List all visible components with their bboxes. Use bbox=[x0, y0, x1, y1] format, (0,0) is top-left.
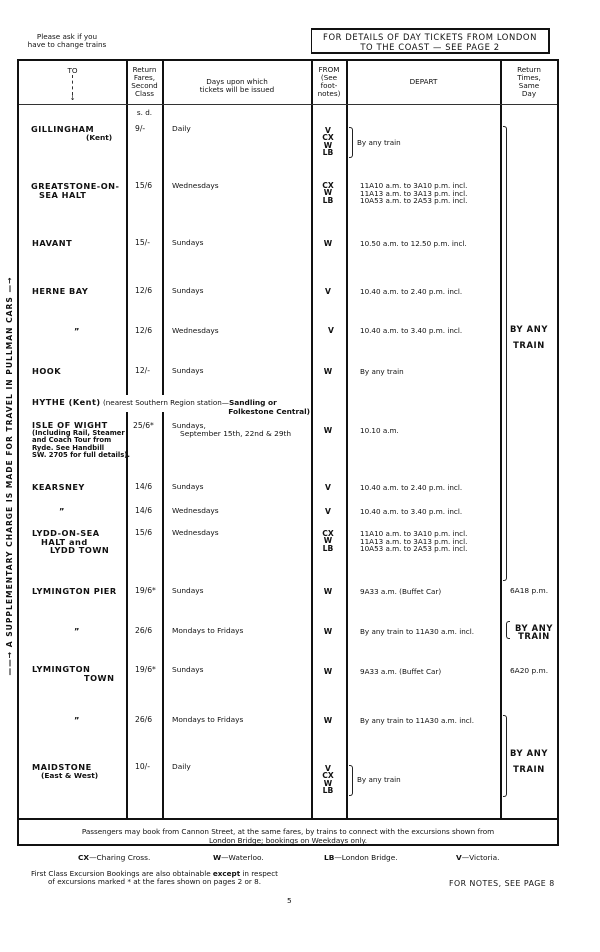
return-by-any-train bbox=[511, 624, 557, 640]
hdr-line: Second bbox=[131, 81, 158, 90]
col-header-days bbox=[163, 78, 311, 94]
days: Mondays to Fridays bbox=[172, 626, 244, 635]
depart-time: 10.10 a.m. bbox=[360, 426, 399, 435]
notes-reference: FOR NOTES, SEE PAGE 8 bbox=[449, 879, 555, 888]
dest-note: (nearest Southern Region station— bbox=[100, 398, 229, 407]
dest-note: Folkestone Central) bbox=[228, 406, 310, 416]
station-code: W bbox=[323, 536, 333, 546]
depart-time: By any train to 11A30 a.m. incl. bbox=[360, 716, 475, 725]
dest-name-line2: HALT and bbox=[41, 536, 88, 547]
first-class-note bbox=[17, 870, 292, 886]
arrow-head: ↓ bbox=[69, 93, 76, 102]
hdr-line: foot- bbox=[320, 81, 338, 90]
hdr-line: Return bbox=[132, 65, 157, 74]
days: Daily bbox=[172, 762, 191, 771]
hdr-line: (See bbox=[320, 73, 338, 82]
fare: 15/6 bbox=[135, 528, 153, 537]
depart-times bbox=[360, 530, 467, 553]
hdr-line: Days upon which bbox=[206, 77, 268, 86]
dest-name-line3: LYDD TOWN bbox=[50, 545, 110, 556]
brace-icon bbox=[349, 127, 353, 158]
ditto-mark: ” bbox=[74, 326, 80, 336]
return-by-any-train bbox=[501, 745, 557, 777]
col-divider bbox=[500, 61, 502, 818]
note-line: Please ask if you bbox=[36, 32, 98, 41]
station-code: W bbox=[323, 239, 333, 248]
station-code: V bbox=[325, 287, 331, 296]
dest-name: GILLINGHAM bbox=[31, 124, 95, 134]
note-line: have to change trains bbox=[27, 40, 107, 49]
station-code: V bbox=[328, 326, 334, 335]
destination-havant: HAVANT bbox=[32, 238, 73, 248]
key-cx bbox=[78, 853, 150, 862]
station-code: LB bbox=[322, 543, 334, 553]
footnote-rule bbox=[19, 818, 557, 820]
key-name: —London Bridge. bbox=[334, 853, 398, 862]
currency-label: s. d. bbox=[136, 108, 153, 117]
hdr-line: Class bbox=[135, 89, 154, 98]
days: Sundays bbox=[172, 482, 204, 491]
return-by-any-train bbox=[501, 321, 557, 353]
depart-time: 10.40 a.m. to 3.40 p.m. incl. bbox=[360, 507, 463, 516]
col-header-depart: DEPART bbox=[409, 77, 438, 86]
station-code: V bbox=[325, 764, 331, 773]
col-header-from bbox=[312, 66, 346, 98]
dest-note: Sandling or bbox=[228, 398, 277, 407]
hdr-line: Same bbox=[518, 81, 540, 90]
col-divider bbox=[126, 412, 128, 818]
col-header-to bbox=[19, 67, 126, 101]
col-header-return bbox=[501, 66, 557, 98]
depart-time: By any train bbox=[357, 138, 401, 147]
destination-lydd bbox=[32, 529, 109, 555]
fare: 12/- bbox=[135, 366, 150, 375]
destination-isle-of-wight bbox=[32, 421, 130, 460]
station-code: W bbox=[323, 587, 333, 596]
key-name: —Waterloo. bbox=[221, 853, 264, 862]
depart-time: 11A13 a.m. to 3A13 p.m. incl. bbox=[360, 188, 468, 198]
note-emphasis: except bbox=[212, 869, 241, 878]
dest-sub: Ryde. See Handbill bbox=[32, 443, 105, 452]
from-stations bbox=[317, 182, 339, 204]
depart-times bbox=[360, 182, 467, 205]
return-label: BY ANY bbox=[509, 748, 549, 758]
days: Sundays bbox=[172, 286, 204, 295]
excursion-table bbox=[17, 59, 559, 846]
return-label: TRAIN bbox=[518, 631, 550, 641]
depart-time: 10.40 a.m. to 3.40 p.m. incl. bbox=[360, 326, 463, 335]
fare: 26/6 bbox=[135, 626, 153, 635]
return-label: TRAIN bbox=[513, 340, 545, 350]
page-number: 5 bbox=[287, 896, 292, 905]
station-code: W bbox=[323, 667, 333, 676]
dest-sub: (East & West) bbox=[41, 770, 99, 780]
days bbox=[172, 422, 291, 438]
destination-hythe bbox=[32, 398, 310, 416]
col-divider bbox=[311, 61, 313, 818]
ditto-mark: ” bbox=[59, 506, 65, 516]
hdr-line: notes) bbox=[317, 89, 341, 98]
key-w bbox=[213, 853, 264, 862]
days: Sundays bbox=[172, 366, 204, 375]
days: Daily bbox=[172, 124, 191, 133]
from-stations bbox=[317, 127, 339, 157]
days-line: September 15th, 22nd & 29th bbox=[180, 429, 292, 438]
fare: 15/- bbox=[135, 238, 150, 247]
depart-time: 10.50 a.m. to 12.50 p.m. incl. bbox=[360, 239, 467, 248]
station-code: W bbox=[323, 627, 333, 636]
dest-name: GREATSTONE-ON- bbox=[31, 181, 120, 191]
dest-name: ISLE OF WIGHT bbox=[32, 420, 108, 430]
key-code: W bbox=[213, 853, 222, 862]
fare: 14/6 bbox=[135, 482, 153, 491]
destination-kearsney: KEARSNEY bbox=[32, 482, 85, 492]
depart-time: By any train bbox=[357, 775, 401, 784]
fare: 15/6 bbox=[135, 181, 153, 190]
depart-time: 10A53 a.m. to 2A53 p.m. incl. bbox=[360, 544, 468, 554]
fare: 12/6 bbox=[135, 326, 153, 335]
return-brace-icon bbox=[506, 621, 510, 639]
hdr-line: Fares, bbox=[133, 73, 156, 82]
days: Sundays bbox=[172, 586, 204, 595]
fare: 14/6 bbox=[135, 506, 153, 515]
col-header-fares bbox=[127, 66, 162, 98]
station-code: CX bbox=[322, 181, 334, 190]
hdr-line: Times, bbox=[517, 73, 541, 82]
fare: 12/6 bbox=[135, 286, 153, 295]
note-text: in respect bbox=[240, 869, 278, 878]
fare: 19/6* bbox=[135, 586, 156, 595]
depart-time: 11A13 a.m. to 3A13 p.m. incl. bbox=[360, 536, 468, 546]
dest-name: HYTHE (Kent) bbox=[32, 397, 101, 407]
dest-name: MAIDSTONE bbox=[32, 762, 92, 772]
ditto-mark: ” bbox=[74, 626, 80, 636]
key-v bbox=[456, 853, 500, 862]
days-line: Sundays, bbox=[172, 421, 206, 430]
hdr-line: Day bbox=[521, 89, 537, 98]
depart-time: 9A33 a.m. (Buffet Car) bbox=[360, 667, 442, 676]
note-text: First Class Excursion Bookings are also obtainable bbox=[31, 869, 213, 878]
col-divider bbox=[162, 412, 164, 818]
notice-line: TO THE COAST — SEE PAGE 2 bbox=[360, 42, 500, 52]
key-code: CX bbox=[78, 853, 90, 862]
station-code: CX bbox=[322, 133, 334, 143]
destination-hook: HOOK bbox=[32, 366, 62, 376]
depart-time: 10.40 a.m. to 2.40 p.m. incl. bbox=[360, 483, 463, 492]
header-rule bbox=[19, 104, 557, 105]
station-code: W bbox=[323, 778, 333, 788]
depart-time: 10A53 a.m. to 2A53 p.m. incl. bbox=[360, 196, 468, 206]
col-divider bbox=[346, 61, 348, 818]
cannon-street-note bbox=[19, 827, 557, 845]
depart-time: By any train to 11A30 a.m. incl. bbox=[360, 627, 475, 636]
station-code: LB bbox=[322, 195, 334, 205]
fare: 10/- bbox=[135, 762, 150, 771]
destination-greatstone bbox=[31, 182, 119, 199]
from-stations bbox=[317, 765, 339, 795]
hdr-line: tickets will be issued bbox=[199, 85, 275, 94]
destination-lymington-pier: LYMINGTON PIER bbox=[32, 586, 117, 596]
dest-sub: and Coach Tour from bbox=[32, 436, 112, 445]
station-code: W bbox=[323, 188, 333, 198]
fare: 26/6 bbox=[135, 715, 153, 724]
dest-sub: (Kent) bbox=[86, 132, 113, 142]
days: Wednesdays bbox=[172, 506, 219, 515]
note-text: of excursions marked * at the fares shown on pages 2 or 8. bbox=[48, 877, 261, 886]
destination-maidstone bbox=[32, 763, 98, 780]
dest-name-line2: TOWN bbox=[84, 672, 115, 683]
dest-name: LYDD-ON-SEA bbox=[32, 528, 100, 538]
depart-time: 9A33 a.m. (Buffet Car) bbox=[360, 587, 442, 596]
down-arrow-icon bbox=[72, 75, 74, 95]
return-brace-icon bbox=[503, 126, 507, 581]
days: Wednesdays bbox=[172, 326, 219, 335]
depart-time: 10.40 a.m. to 2.40 p.m. incl. bbox=[360, 287, 463, 296]
key-name: —Victoria. bbox=[461, 853, 500, 862]
pullman-supplement-note: ——→ A SUPPLEMENTARY CHARGE IS MADE FOR TRAVEL IN PULLMAN CARS —→ bbox=[5, 276, 14, 676]
days: Wednesdays bbox=[172, 181, 219, 190]
station-code: W bbox=[323, 367, 333, 376]
key-name: —Charing Cross. bbox=[89, 853, 151, 862]
ditto-mark: ” bbox=[74, 715, 80, 725]
dest-name-line2: SEA HALT bbox=[39, 189, 87, 200]
to-label: TO bbox=[67, 66, 78, 75]
station-code: V bbox=[325, 507, 331, 516]
fare: 9/- bbox=[135, 124, 146, 133]
dest-sub: SW. 2705 for full details). bbox=[32, 451, 130, 460]
station-code: V bbox=[325, 126, 331, 135]
footnote-line: London Bridge; bookings on Weekdays only. bbox=[208, 836, 368, 845]
return-label: BY ANY bbox=[509, 324, 549, 334]
footnote-line: Passengers may book from Cannon Street, at the same fares, by trains to connect with the excursions shown from bbox=[81, 827, 495, 836]
change-trains-note bbox=[22, 33, 112, 49]
station-code: LB bbox=[322, 148, 334, 158]
station-code: CX bbox=[322, 771, 334, 781]
destination-herne-bay: HERNE BAY bbox=[32, 286, 89, 296]
station-code: W bbox=[323, 716, 333, 725]
days: Mondays to Fridays bbox=[172, 715, 244, 724]
key-lb bbox=[324, 853, 398, 862]
days: Sundays bbox=[172, 238, 204, 247]
brace-icon bbox=[349, 765, 353, 796]
station-code: W bbox=[323, 140, 333, 150]
fare: 25/6* bbox=[133, 421, 154, 430]
return-label: TRAIN bbox=[513, 764, 545, 774]
depart-time: By any train bbox=[360, 367, 404, 376]
col-divider bbox=[162, 61, 164, 395]
return-time: 6A20 p.m. bbox=[509, 666, 549, 675]
notice-line: FOR DETAILS OF DAY TICKETS FROM LONDON bbox=[323, 32, 537, 42]
depart-time: 11A10 a.m. to 3A10 p.m. incl. bbox=[360, 529, 468, 538]
days: Wednesdays bbox=[172, 528, 219, 537]
depart-time: 11A10 a.m. to 3A10 p.m. incl. bbox=[360, 181, 468, 190]
station-code: W bbox=[323, 426, 333, 435]
from-stations bbox=[317, 530, 339, 552]
day-tickets-notice bbox=[311, 28, 550, 54]
hdr-line: Return bbox=[517, 65, 541, 74]
station-code: LB bbox=[322, 786, 334, 796]
return-label: BY ANY bbox=[514, 623, 554, 633]
key-code: LB bbox=[324, 853, 335, 862]
days: Sundays bbox=[172, 665, 204, 674]
dest-sub: (Including Rail, Steamer bbox=[32, 428, 125, 437]
destination-lymington-town bbox=[32, 665, 114, 682]
return-time: 6A18 p.m. bbox=[509, 586, 549, 595]
station-code: V bbox=[325, 483, 331, 492]
key-code: V bbox=[456, 853, 462, 862]
hdr-line: FROM bbox=[318, 65, 340, 74]
fare: 19/6* bbox=[135, 665, 156, 674]
station-code: CX bbox=[322, 529, 334, 538]
dest-name: LYMINGTON bbox=[32, 664, 91, 674]
destination-gillingham bbox=[31, 125, 112, 142]
